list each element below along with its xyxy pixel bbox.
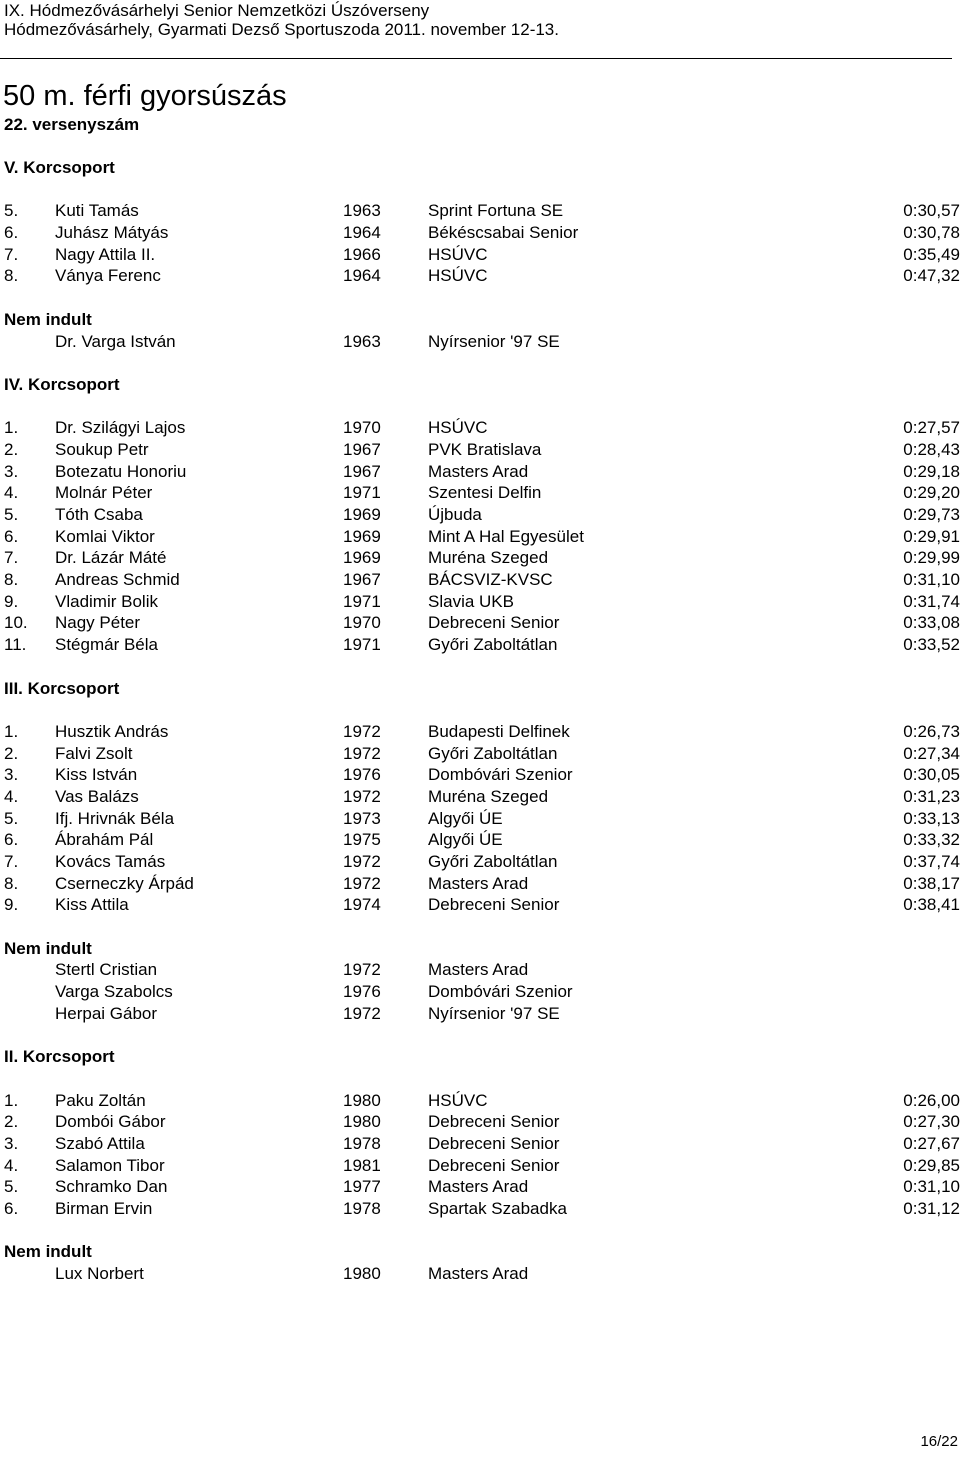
result-time: 0:38,17	[903, 873, 960, 893]
section-spacer	[0, 287, 960, 309]
page-number: 16/22	[920, 1433, 958, 1450]
result-row	[0, 1176, 960, 1198]
result-time: 0:27,67	[903, 1133, 960, 1153]
result-row	[0, 1090, 960, 1112]
result-rank: 11.	[4, 635, 27, 655]
club-name: HSÚVC	[428, 266, 488, 286]
result-time: 0:31,10	[903, 570, 960, 590]
result-time: 0:29,20	[903, 483, 960, 503]
result-rank: 10.	[4, 613, 28, 633]
section-spacer	[0, 1068, 960, 1090]
section-spacer	[0, 699, 960, 721]
did-not-start-label: Nem indult	[4, 1242, 92, 1262]
club-name: Spartak Szabadka	[428, 1199, 567, 1218]
birth-year: 1975	[343, 830, 381, 850]
result-rank: 6.	[4, 526, 19, 546]
section-spacer	[0, 1025, 960, 1047]
result-rank: 4.	[4, 786, 19, 806]
club-name: Debreceni Senior	[428, 1112, 560, 1132]
swimmer-name: Juhász Mátyás	[55, 223, 169, 243]
result-row	[0, 873, 960, 895]
result-time: 0:31,23	[903, 786, 960, 806]
swimmer-name: Ványa Ferenc	[55, 266, 161, 286]
club-name: Győri Zaboltátlan	[428, 743, 558, 763]
birth-year: 1980	[343, 1264, 381, 1284]
result-row	[0, 634, 960, 656]
result-row	[0, 1111, 960, 1133]
result-rank: 5.	[4, 505, 19, 524]
result-rank: 8.	[4, 873, 19, 893]
result-row	[0, 200, 960, 222]
swimmer-name: Vladimir Bolik	[55, 591, 158, 611]
club-name: Muréna Szeged	[428, 786, 549, 806]
club-name: PVK Bratislava	[428, 439, 542, 459]
birth-year: 1963	[343, 201, 381, 221]
club-name: Slavia UKB	[428, 591, 514, 611]
birth-year: 1978	[343, 1133, 381, 1153]
result-rank: 9.	[4, 895, 19, 915]
result-rank: 9.	[4, 591, 19, 611]
result-rank: 5.	[4, 1177, 19, 1197]
result-time: 0:26,73	[903, 721, 960, 741]
result-time: 0:28,43	[903, 439, 960, 459]
club-name: Debreceni Senior	[428, 895, 560, 915]
club-name: Sprint Fortuna SE	[428, 201, 564, 221]
result-rank: 5.	[4, 201, 19, 221]
result-time: 0:29,91	[903, 526, 960, 546]
club-name: HSÚVC	[428, 1090, 488, 1110]
swimmer-name: Birman Ervin	[55, 1199, 153, 1218]
result-rank: 1.	[4, 418, 19, 438]
result-time: 0:31,12	[903, 1199, 960, 1218]
result-rank: 6.	[4, 1199, 19, 1218]
birth-year: 1970	[343, 613, 381, 633]
result-row	[0, 894, 960, 916]
result-rank: 3.	[4, 461, 19, 481]
birth-year: 1969	[343, 505, 381, 524]
swimmer-name: Nagy Attila II.	[55, 244, 156, 264]
result-row	[0, 764, 960, 786]
swimmer-name: Varga Szabolcs	[55, 982, 173, 1002]
birth-year: 1980	[343, 1112, 381, 1132]
result-row	[0, 482, 960, 504]
result-row	[0, 808, 960, 830]
result-row	[0, 721, 960, 743]
dns-row	[0, 981, 960, 1003]
club-name: Masters Arad	[428, 461, 529, 481]
result-time: 0:31,10	[903, 1177, 960, 1197]
result-row	[0, 569, 960, 591]
birth-year: 1980	[343, 1090, 381, 1110]
result-rank: 6.	[4, 830, 19, 850]
result-rank: 8.	[4, 570, 19, 590]
age-group-heading: II. Korcsoport	[4, 1047, 115, 1067]
swimmer-name: Tóth Csaba	[55, 505, 143, 524]
swimmer-name: Cserneczky Árpád	[55, 873, 194, 893]
result-rank: 3.	[4, 765, 19, 785]
swimmer-name: Stégmár Béla	[55, 635, 158, 655]
dns-row	[0, 331, 960, 353]
result-time: 0:31,74	[903, 591, 960, 611]
result-time: 0:35,49	[903, 244, 960, 264]
result-row	[0, 244, 960, 266]
result-time: 0:26,00	[903, 1090, 960, 1110]
birth-year: 1967	[343, 461, 381, 481]
result-time: 0:30,05	[903, 765, 960, 785]
club-name: Szentesi Delfin	[428, 483, 542, 503]
result-time: 0:33,52	[903, 635, 960, 655]
swimmer-name: Paku Zoltán	[55, 1090, 146, 1110]
club-name: Muréna Szeged	[428, 548, 549, 568]
club-name: Masters Arad	[428, 873, 529, 893]
swimmer-name: Kuti Tamás	[55, 201, 139, 221]
club-name: Debreceni Senior	[428, 1155, 560, 1175]
section-spacer	[0, 179, 960, 201]
swimmer-name: Vas Balázs	[55, 786, 139, 806]
birth-year: 1972	[343, 786, 381, 806]
result-row	[0, 265, 960, 287]
club-name: Algyői ÚE	[428, 808, 503, 828]
swimmer-name: Soukup Petr	[55, 439, 149, 459]
birth-year: 1966	[343, 244, 381, 264]
age-group-heading: V. Korcsoport	[4, 158, 115, 177]
result-row	[0, 222, 960, 244]
result-rank: 7.	[4, 852, 19, 871]
swimmer-name: Nagy Péter	[55, 613, 141, 633]
result-time: 0:33,13	[903, 808, 960, 828]
result-time: 0:47,32	[903, 266, 960, 286]
result-row	[0, 504, 960, 526]
section-spacer	[0, 656, 960, 678]
result-row	[0, 439, 960, 461]
club-name: Nyírsenior '97 SE	[428, 331, 560, 351]
club-name: Mint A Hal Egyesület	[428, 526, 584, 546]
swimmer-name: Dr. Lázár Máté	[55, 548, 167, 568]
club-name: Nyírsenior '97 SE	[428, 1003, 560, 1023]
swimmer-name: Lux Norbert	[55, 1264, 144, 1284]
event-number: 22. versenyszám	[4, 115, 140, 134]
result-rank: 2.	[4, 743, 19, 763]
birth-year: 1978	[343, 1199, 381, 1218]
birth-year: 1964	[343, 223, 381, 243]
result-time: 0:33,08	[903, 613, 960, 633]
swimmer-name: Dombói Gábor	[55, 1112, 166, 1132]
club-name: Győri Zaboltátlan	[428, 852, 558, 871]
swimmer-name: Ifj. Hrivnák Béla	[55, 808, 175, 828]
birth-year: 1967	[343, 439, 381, 459]
birth-year: 1972	[343, 960, 381, 980]
result-rank: 5.	[4, 808, 19, 828]
age-group-heading: III. Korcsoport	[4, 678, 120, 698]
result-row	[0, 786, 960, 808]
result-row	[0, 829, 960, 851]
result-time: 0:29,73	[903, 505, 960, 524]
swimmer-name: Kiss István	[55, 765, 138, 785]
birth-year: 1973	[343, 808, 381, 828]
did-not-start-label: Nem indult	[4, 938, 92, 958]
club-name: Újbuda	[428, 505, 482, 524]
birth-year: 1972	[343, 852, 381, 871]
result-row	[0, 547, 960, 569]
club-name: Debreceni Senior	[428, 613, 560, 633]
result-row	[0, 1133, 960, 1155]
result-rank: 8.	[4, 266, 19, 286]
swimmer-name: Salamon Tibor	[55, 1155, 165, 1175]
result-rank: 2.	[4, 1112, 19, 1132]
result-row	[0, 417, 960, 439]
swimmer-name: Falvi Zsolt	[55, 743, 133, 763]
result-rank: 7.	[4, 244, 19, 264]
birth-year: 1971	[343, 635, 381, 655]
birth-year: 1969	[343, 526, 381, 546]
swimmer-name: Andreas Schmid	[55, 570, 180, 590]
club-name: BÁCSVIZ-KVSC	[428, 570, 553, 590]
swimmer-name: Botezatu Honoriu	[55, 461, 187, 481]
age-group-heading: IV. Korcsoport	[4, 374, 120, 394]
birth-year: 1969	[343, 548, 381, 568]
swimmer-name: Molnár Péter	[55, 483, 153, 503]
birth-year: 1971	[343, 591, 381, 611]
result-row	[0, 851, 960, 873]
result-row	[0, 1155, 960, 1177]
result-rank: 1.	[4, 721, 19, 741]
dns-row	[0, 1003, 960, 1025]
birth-year: 1967	[343, 570, 381, 590]
swimmer-name: Husztik András	[55, 721, 169, 741]
result-rank: 1.	[4, 1090, 19, 1110]
section-spacer	[0, 396, 960, 418]
club-name: Masters Arad	[428, 960, 529, 980]
club-name: Masters Arad	[428, 1264, 529, 1284]
swimmer-name: Kovács Tamás	[55, 852, 166, 871]
competition-venue-date: Hódmezővásárhely, Gyarmati Dezső Sportuszoda 2011. november 12-13.	[4, 20, 559, 39]
result-time: 0:29,85	[903, 1155, 960, 1175]
result-time: 0:30,57	[903, 201, 960, 221]
result-time: 0:27,57	[903, 418, 960, 438]
birth-year: 1972	[343, 743, 381, 763]
result-row	[0, 591, 960, 613]
result-row	[0, 526, 960, 548]
birth-year: 1972	[343, 873, 381, 893]
club-name: Masters Arad	[428, 1177, 529, 1197]
result-row	[0, 612, 960, 634]
swimmer-name: Szabó Attila	[55, 1133, 145, 1153]
result-time: 0:29,99	[903, 548, 960, 568]
result-time: 0:37,74	[903, 852, 960, 871]
results-body	[0, 157, 960, 1285]
result-rank: 6.	[4, 223, 19, 243]
result-row	[0, 461, 960, 483]
result-time: 0:30,78	[903, 223, 960, 243]
result-rank: 2.	[4, 439, 19, 459]
result-time: 0:38,41	[903, 895, 960, 915]
birth-year: 1976	[343, 982, 381, 1002]
result-rank: 7.	[4, 548, 19, 568]
swimmer-name: Dr. Varga István	[55, 331, 176, 351]
result-time: 0:27,34	[903, 743, 960, 763]
club-name: Győri Zaboltátlan	[428, 635, 558, 655]
dns-row	[0, 959, 960, 981]
birth-year: 1963	[343, 331, 381, 351]
swimmer-name: Herpai Gábor	[55, 1003, 158, 1023]
section-spacer	[0, 916, 960, 938]
birth-year: 1981	[343, 1155, 381, 1175]
did-not-start-label: Nem indult	[4, 309, 92, 329]
birth-year: 1972	[343, 721, 381, 741]
swimmer-name: Ábrahám Pál	[55, 830, 154, 850]
result-rank: 4.	[4, 1155, 19, 1175]
club-name: Dombóvári Szenior	[428, 982, 573, 1002]
header-divider	[0, 58, 952, 59]
club-name: HSÚVC	[428, 244, 488, 264]
birth-year: 1972	[343, 1003, 381, 1023]
birth-year: 1964	[343, 266, 381, 286]
swimmer-name: Kiss Attila	[55, 895, 129, 915]
club-name: Dombóvári Szenior	[428, 765, 573, 785]
club-name: Algyői ÚE	[428, 830, 503, 850]
result-row	[0, 1198, 960, 1220]
competition-title: IX. Hódmezővásárhelyi Senior Nemzetközi Úszóverseny	[4, 1, 430, 20]
swimmer-name: Komlai Viktor	[55, 526, 155, 546]
birth-year: 1977	[343, 1177, 381, 1197]
club-name: Budapesti Delfinek	[428, 721, 570, 741]
club-name: HSÚVC	[428, 418, 488, 438]
birth-year: 1974	[343, 895, 381, 915]
result-rank: 4.	[4, 483, 19, 503]
result-time: 0:33,32	[903, 830, 960, 850]
dns-row	[0, 1263, 960, 1285]
result-time: 0:27,30	[903, 1112, 960, 1132]
swimmer-name: Dr. Szilágyi Lajos	[55, 418, 186, 438]
swimmer-name: Stertl Cristian	[55, 960, 158, 980]
event-title: 50 m. férfi gyorsúszás	[3, 80, 287, 112]
result-time: 0:29,18	[903, 461, 960, 481]
club-name: Békéscsabai Senior	[428, 223, 579, 243]
section-spacer	[0, 352, 960, 374]
birth-year: 1971	[343, 483, 381, 503]
birth-year: 1970	[343, 418, 381, 438]
section-spacer	[0, 1220, 960, 1242]
swimmer-name: Schramko Dan	[55, 1177, 168, 1197]
club-name: Debreceni Senior	[428, 1133, 560, 1153]
birth-year: 1976	[343, 765, 381, 785]
result-rank: 3.	[4, 1133, 19, 1153]
result-row	[0, 743, 960, 765]
